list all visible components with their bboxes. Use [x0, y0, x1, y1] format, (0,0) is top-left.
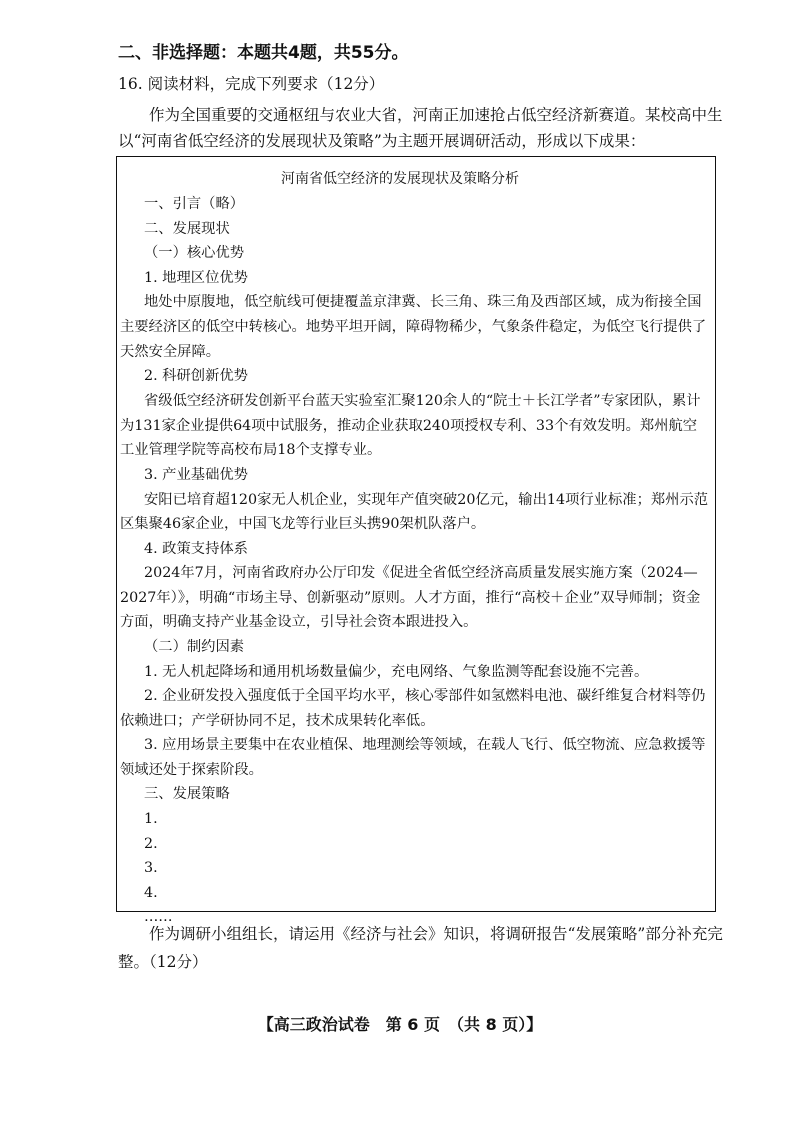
strategy-item: 4.: [144, 884, 158, 901]
report-subsection-constraints: （二）制约因素: [144, 639, 245, 656]
section-heading: 二、非选择题：本题共4题，共55分。: [118, 43, 409, 63]
advantage-1-body: 地处中原腹地，低空航线可便捷覆盖京津冀、长三角、珠三角及西部区域，成为衔接全国主要经济区的低空中转核心。地势平坦开阔，障碍物稀少，气象条件稳定，为低空飞行提供了天然安全屏障。: [120, 294, 707, 360]
constraint-3: 3. 应用场景主要集中在农业植保、地理测绘等领域，在载人飞行、低空物流、应急救援等领域还处于探索阶段。: [120, 737, 706, 778]
report-content: [120, 192, 710, 930]
constraint-2: 2. 企业研发投入强度低于全国平均水平，核心零部件如氢燃料电池、碳纤维复合材料等仍依赖进口；产学研协同不足，技术成果转化率低。: [120, 688, 706, 729]
advantage-3-title: 3. 产业基础优势: [144, 466, 248, 483]
advantage-2-title: 2. 科研创新优势: [144, 368, 248, 385]
page-footer: 【高三政治试卷 第 6 页 （共 8 页）】: [257, 1015, 543, 1034]
report-section-status: 二、发展现状: [144, 220, 230, 237]
report-section-strategies: 三、发展策略: [144, 786, 230, 803]
advantage-2-body: 省级低空经济研发创新平台蓝天实验室汇聚120余人的“院士＋长江学者”专家团队，累计为131家企业提供64项中试服务，推动企业获取240项授权专利、33个有效发明。郑州航空工业管理学院等高校布局18个支撑专业。: [120, 392, 701, 459]
report-title: 河南省低空经济的发展现状及策略分析: [281, 171, 519, 187]
question-intro: 作为全国重要的交通枢纽与农业大省，河南正加速抢占低空经济新赛道。某校高中生以“河南省低空经济的发展现状及策略”为主题开展调研活动，形成以下成果：: [118, 106, 723, 150]
strategy-item: 3.: [144, 860, 158, 877]
strategy-item: 1.: [144, 810, 158, 827]
advantage-4-body: 2024年7月，河南省政府办公厅印发《促进全省低空经济高质量发展实施方案（2024—2027年）》，明确“市场主导、创新驱动”原则。人才方面，推行“高校＋企业”双导师制；资金方面，明确支持产业基金设立，引导社会资本跟进投入。: [120, 565, 701, 631]
question-task: 作为调研小组组长，请运用《经济与社会》知识，将调研报告“发展策略”部分补充完整。（12分）: [118, 925, 723, 971]
advantage-3-body: 安阳已培育超120家无人机企业，实现年产值突破20亿元，输出14项行业标准；郑州示范区集聚46家企业，中国飞龙等行业巨头携90架机队落户。: [120, 491, 709, 533]
advantage-4-title: 4. 政策支持体系: [144, 540, 248, 557]
advantage-1-title: 1. 地理区位优势: [144, 269, 248, 286]
strategy-item: 2.: [144, 835, 158, 852]
report-section-intro: 一、引言（略）: [144, 196, 245, 212]
strategy-ellipsis: ……: [144, 909, 173, 926]
constraint-1: 1. 无人机起降场和通用机场数量偏少，充电网络、气象监测等配套设施不完善。: [144, 663, 649, 680]
question-number-line: 16. 阅读材料，完成下列要求（12分）: [118, 75, 385, 93]
report-subsection-advantages: （一）核心优势: [144, 245, 245, 262]
